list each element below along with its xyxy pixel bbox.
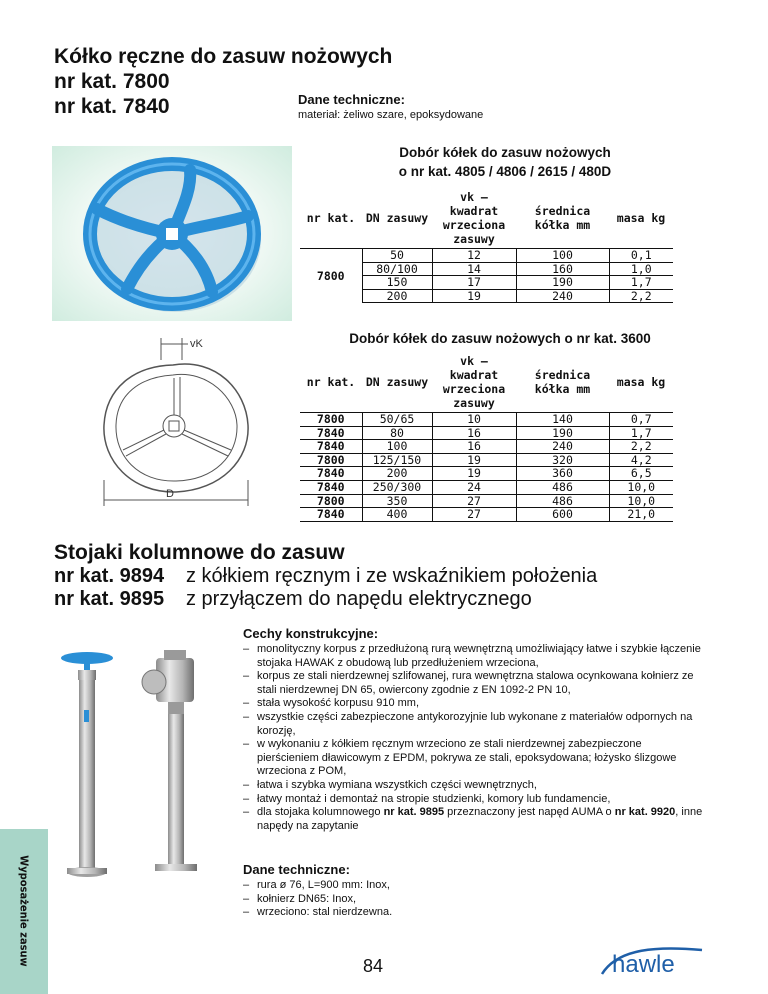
table-cell: 80/100 xyxy=(362,262,432,276)
table-cell: 7800 xyxy=(300,494,362,508)
section-side-tab xyxy=(0,829,48,994)
list-item xyxy=(243,806,703,833)
drawing-vk-label: vK xyxy=(190,338,203,350)
title-line-2: nr kat. 7800 xyxy=(54,70,170,93)
section2-heading xyxy=(54,540,597,611)
table-cell: 125/150 xyxy=(362,453,432,467)
table-cell: 600 xyxy=(516,508,609,522)
features-list xyxy=(243,643,703,833)
title-line-1: Kółko ręczne do zasuw nożowych xyxy=(54,45,393,68)
features-last-kat2: nr kat. 9920 xyxy=(614,806,676,819)
table-row xyxy=(300,480,673,494)
table-cell: 10,0 xyxy=(609,494,673,508)
tech2-block xyxy=(243,862,392,920)
table-cell: 1,7 xyxy=(609,276,673,290)
table-cell: 12 xyxy=(432,249,516,263)
table-cell: 27 xyxy=(432,508,516,522)
table-row xyxy=(300,467,673,481)
table-cell: 240 xyxy=(516,289,609,303)
table-cell: 400 xyxy=(362,508,432,522)
list-item: – łatwa i szybka wymiana wszystkich części wewnętrznych, xyxy=(243,779,703,793)
table2 xyxy=(300,352,673,522)
table-cell: 50 xyxy=(362,249,432,263)
section2-kat-9894: nr kat. 9894 xyxy=(54,565,165,587)
features-heading: Cechy konstrukcyjne: xyxy=(243,626,379,641)
table-cell: 200 xyxy=(362,467,432,481)
table-cell: 24 xyxy=(432,480,516,494)
table-cell: 0,1 xyxy=(609,249,673,263)
handwheel-icon xyxy=(52,146,292,321)
features-last-pre: dla stojaka kolumnowego xyxy=(257,806,384,819)
drawing-d-label: D xyxy=(166,488,174,500)
column-stands-photo xyxy=(52,640,232,900)
table-cell: 16 xyxy=(432,440,516,454)
list-item: – rura ø 76, L=900 mm: Inox, xyxy=(243,879,392,893)
features-last-mid: przeznaczony jest napęd AUMA o xyxy=(444,806,615,819)
table1-header-vk: vk – kwadrat wrzeciona zasuwy xyxy=(432,188,516,249)
title-line-3: nr kat. 7840 xyxy=(54,95,170,118)
list-item: – łatwy montaż i demontaż na stropie studzienki, komory lub fundamencie, xyxy=(243,793,703,807)
table-cell: 200 xyxy=(362,289,432,303)
features-last-post: , inne napędy na zapytanie xyxy=(257,806,703,832)
side-tab-label: Wyposażenie zasuw xyxy=(17,855,31,967)
section2-kat-9895: nr kat. 9895 xyxy=(54,588,165,610)
table-cell: 320 xyxy=(516,453,609,467)
table-cell: 240 xyxy=(516,440,609,454)
hawle-logo xyxy=(598,944,708,980)
list-item: – kołnierz DN65: Inox, xyxy=(243,893,392,907)
table-cell: 190 xyxy=(516,276,609,290)
table-row xyxy=(300,440,673,454)
table-row xyxy=(300,249,673,263)
table1-header-m: masa kg xyxy=(609,188,673,249)
table-cell: 7840 xyxy=(300,480,362,494)
table2-header-dn: DN zasuwy xyxy=(362,352,432,413)
table-cell: 27 xyxy=(432,494,516,508)
table1-header-dn: DN zasuwy xyxy=(362,188,432,249)
table1 xyxy=(300,188,673,303)
list-item: – w wykonaniu z kółkiem ręcznym wrzeciono ze stali nierdzewnej zabezpieczone pierścieniem dławicowym z EPDM, pokrywa ze stali, epoksydowana; łożysko ślizgowe wrzeciona z POM, xyxy=(243,738,703,779)
table-cell: 350 xyxy=(362,494,432,508)
table-cell: 7840 xyxy=(300,440,362,454)
tech-material: materiał: żeliwo szare, epoksydowane xyxy=(298,109,484,121)
table-cell: 190 xyxy=(516,426,609,440)
table-cell: 1,7 xyxy=(609,426,673,440)
tech-heading: Dane techniczne: xyxy=(298,92,405,107)
tech2-list xyxy=(243,879,392,920)
handwheel-photo xyxy=(52,146,292,321)
table-cell: 17 xyxy=(432,276,516,290)
table-cell: 7840 xyxy=(300,508,362,522)
handwheel-drawing xyxy=(96,330,266,510)
table-row xyxy=(300,453,673,467)
table-cell: 1,0 xyxy=(609,262,673,276)
table-cell: 10 xyxy=(432,413,516,427)
hawle-logo-text: hawle xyxy=(612,951,675,978)
table-row xyxy=(300,494,673,508)
section2-desc-9894: z kółkiem ręcznym i ze wskaźnikiem położenia xyxy=(186,565,598,587)
table-row xyxy=(300,413,673,427)
list-item: – wszystkie części zabezpieczone antykorozyjnie lub wykonane z materiałów odpornych na korozję, xyxy=(243,711,703,738)
table-cell: 21,0 xyxy=(609,508,673,522)
table1-kat: 7800 xyxy=(316,268,345,283)
page-number: 84 xyxy=(363,956,384,976)
table-cell: 100 xyxy=(362,440,432,454)
section2-desc-9895: z przyłączem do napędu elektrycznego xyxy=(186,588,532,610)
table-cell: 250/300 xyxy=(362,480,432,494)
table-cell: 0,7 xyxy=(609,413,673,427)
table-cell: 2,2 xyxy=(609,440,673,454)
table-cell: 16 xyxy=(432,426,516,440)
table-cell: 50/65 xyxy=(362,413,432,427)
table-cell: 486 xyxy=(516,480,609,494)
table-cell: 10,0 xyxy=(609,480,673,494)
table-cell: 486 xyxy=(516,494,609,508)
table2-header-d: średnica kółka mm xyxy=(516,352,609,413)
list-item: – stała wysokość korpusu 910 mm, xyxy=(243,697,703,711)
tech-data-block xyxy=(298,92,483,121)
table2-title: Dobór kółek do zasuw nożowych o nr kat. 3600 xyxy=(349,331,651,346)
table-cell: 7840 xyxy=(300,467,362,481)
table-cell: 7800 xyxy=(300,453,362,467)
table-cell: 19 xyxy=(432,467,516,481)
table-cell: 160 xyxy=(516,262,609,276)
list-item: – korpus ze stali nierdzewnej szlifowanej, rura wewnętrzna stalowa ocynkowana kołnierz ze stali nierdzewnej DN 65, owiercony zgodnie z EN 1092-2 PN 10, xyxy=(243,670,703,697)
table2-header-kat: nr kat. xyxy=(300,352,362,413)
list-item: – monolityczny korpus z przedłużoną rurą wewnętrzną umożliwiający łatwe i szybkie łączenie stojaka HAWAK z obudową lub przedłużeniem wrzeciona, xyxy=(243,643,703,670)
tech2-heading: Dane techniczne: xyxy=(243,862,350,877)
table-row xyxy=(300,426,673,440)
section2-title: Stojaki kolumnowe do zasuw xyxy=(54,541,345,564)
table-cell: 7840 xyxy=(300,426,362,440)
table-cell: 360 xyxy=(516,467,609,481)
table-cell: 4,2 xyxy=(609,453,673,467)
table1-title-line2: o nr kat. 4805 / 4806 / 2615 / 480D xyxy=(398,164,612,179)
table-cell: 14 xyxy=(432,262,516,276)
table-cell: 140 xyxy=(516,413,609,427)
table-cell: 80 xyxy=(362,426,432,440)
table-cell: 150 xyxy=(362,276,432,290)
table-cell: 7800 xyxy=(300,413,362,427)
list-item: – wrzeciono: stal nierdzewna. xyxy=(243,906,392,920)
features-last-kat1: nr kat. 9895 xyxy=(383,806,445,819)
table-cell: 19 xyxy=(432,289,516,303)
table-cell: 6,5 xyxy=(609,467,673,481)
table2-header-vk: vk – kwadrat wrzeciona zasuwy xyxy=(432,352,516,413)
table-row xyxy=(300,508,673,522)
table-cell: 19 xyxy=(432,453,516,467)
table1-title-line1: Dobór kółek do zasuw nożowych xyxy=(399,145,611,160)
table1-title xyxy=(330,143,680,181)
features-block xyxy=(243,626,703,833)
table1-header-d: średnica kółka mm xyxy=(516,188,609,249)
table1-header-kat: nr kat. xyxy=(300,188,362,249)
table2-header-m: masa kg xyxy=(609,352,673,413)
table-cell: 2,2 xyxy=(609,289,673,303)
table-cell: 100 xyxy=(516,249,609,263)
